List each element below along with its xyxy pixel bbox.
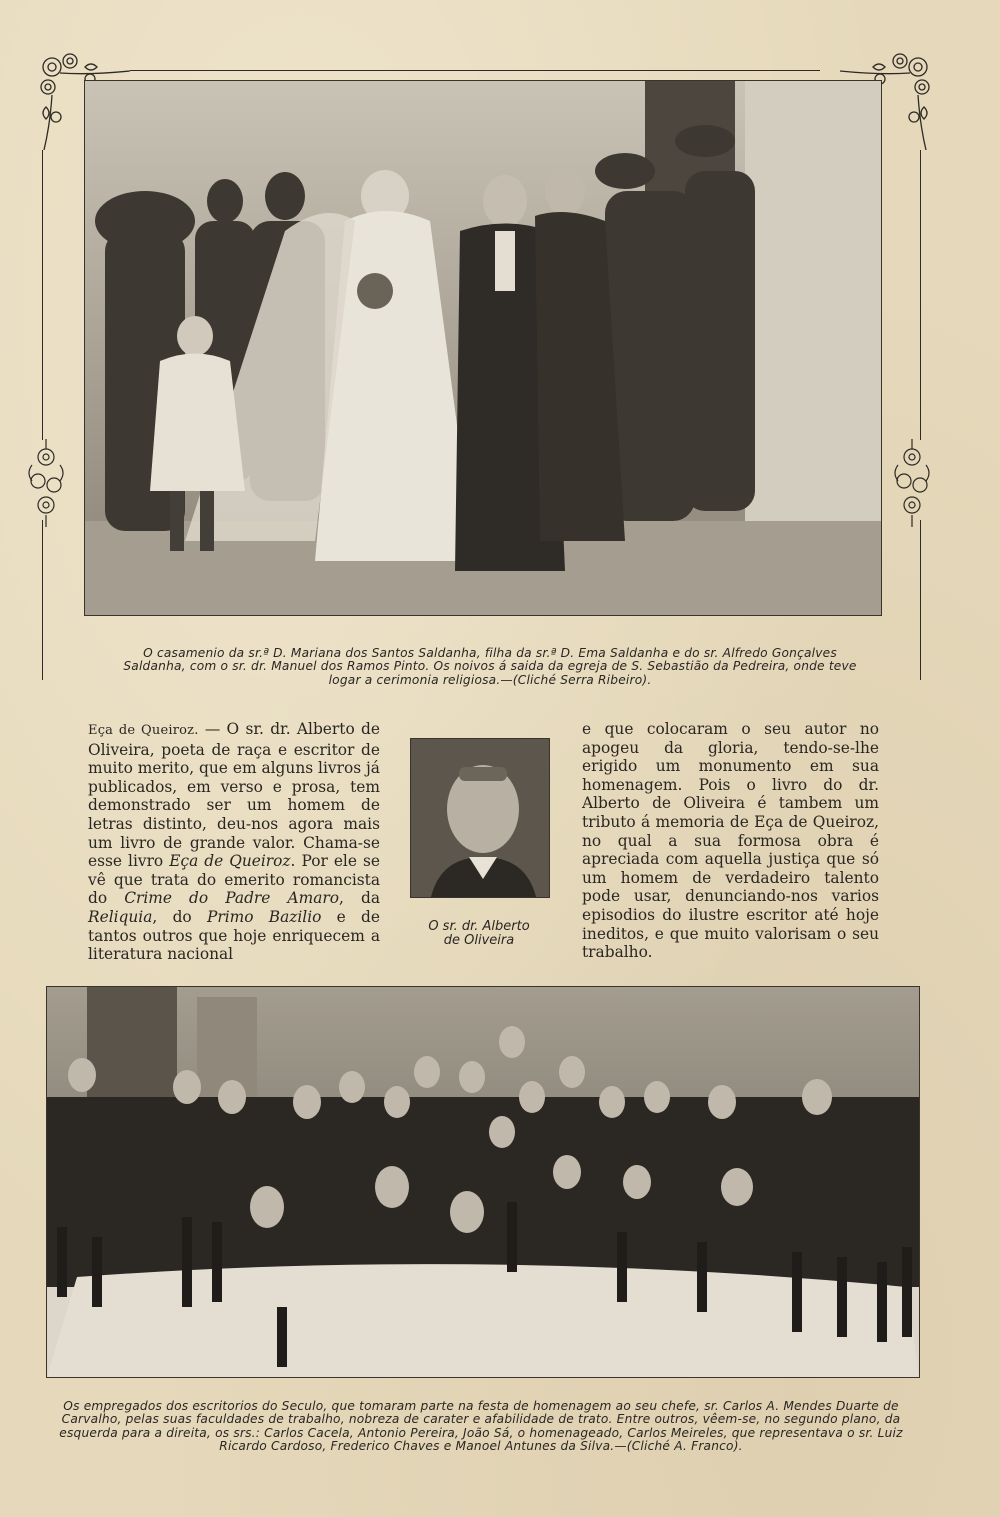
frame-left-line [42, 150, 43, 440]
rose-ornament-left [22, 435, 70, 530]
banquet-caption: Os empregados dos escritorios do Seculo, que tomaram parte na festa de homenagem ao seu chefe, sr. Carlos A. Mendes Duarte de Carvalho, pelas suas faculdades de trabalho, nobreza de carater e afabilidade de trato. Entre outros, vêem-se, no segundo plano, da esquerda para a direita, os srs.: Carlos Cacela, Antonio Pereira, João Sá, o homenageado, Carlos Meireles, que representava o sr. Luiz Ricardo Cardoso, Frederico Chaves e Manoel Antunes da Silva.—(Cliché A. Franco). [59, 1399, 903, 1454]
work-title: Primo Bazilio [206, 907, 322, 926]
portrait-caption [408, 920, 550, 948]
article-text-continued: e que colocaram o seu autor no apogeu da gloria, tendo-se-lhe erigido um monumento em sua homenagem. Pois o livro do dr. Alberto de Oliveira é tambem um tributo á memoria de Eça de Queiroz, no qual a sua formosa obra é apreciada com aquella justiça que só um homem de verdadeiro talento pode usar, denunciando-nos varios episodios do ilustre escritor até hoje ineditos, e que muito valorisam o seu trabalho. [582, 720, 879, 962]
work-title: Crime do Padre Amaro [124, 889, 339, 908]
frame-left-line-lower [42, 520, 43, 680]
book-title: Eça de Queiroz [169, 852, 291, 871]
article-column-right [582, 720, 879, 962]
banquet-photo [46, 986, 920, 1378]
work-title: Reliquia [88, 907, 153, 926]
frame-right-line [920, 150, 921, 440]
article-text-part: , do [152, 907, 207, 926]
article-text-part: — O sr. dr. Alberto de Oliveira, poeta de raça e escritor de muito merito, que em alguns livros já publicados, em verso e prosa, tem demonstrado ser um homem de letras distinto, deu-nos agora mais um livro de grande valor. Chama-se esse livro [88, 720, 380, 871]
portrait-caption-line: O sr. dr. Alberto [428, 919, 530, 934]
wedding-caption: O casamenio da sr.ª D. Mariana dos Santos Saldanha, filha da sr.ª D. Ema Saldanha e do sr. Alfredo Gonçalves Saldanha, com o sr. dr. Manuel dos Ramos Pinto. Os noivos á saida da egreja de S. Sebastião da Pedreira, onde teve logar a cerimonia religiosa.—(Cliché Serra Ribeiro). [123, 646, 857, 687]
rose-ornament-right [888, 435, 936, 530]
portrait-photo [410, 738, 550, 898]
frame-top-line [130, 70, 820, 71]
article-text-part: e de tantos outros que hoje enriquecem a literatura nacional [88, 907, 381, 964]
article-text-part: , da [339, 889, 381, 908]
frame-right-line-lower [920, 520, 921, 680]
article-column-left [88, 720, 380, 964]
portrait-caption-line: de Oliveira [443, 933, 515, 948]
article-text-part: . Por ele se vê que trata do emerito romancista do [88, 852, 380, 908]
wedding-photo [84, 80, 882, 616]
article-heading: Eça de Queiroz. [88, 723, 199, 738]
